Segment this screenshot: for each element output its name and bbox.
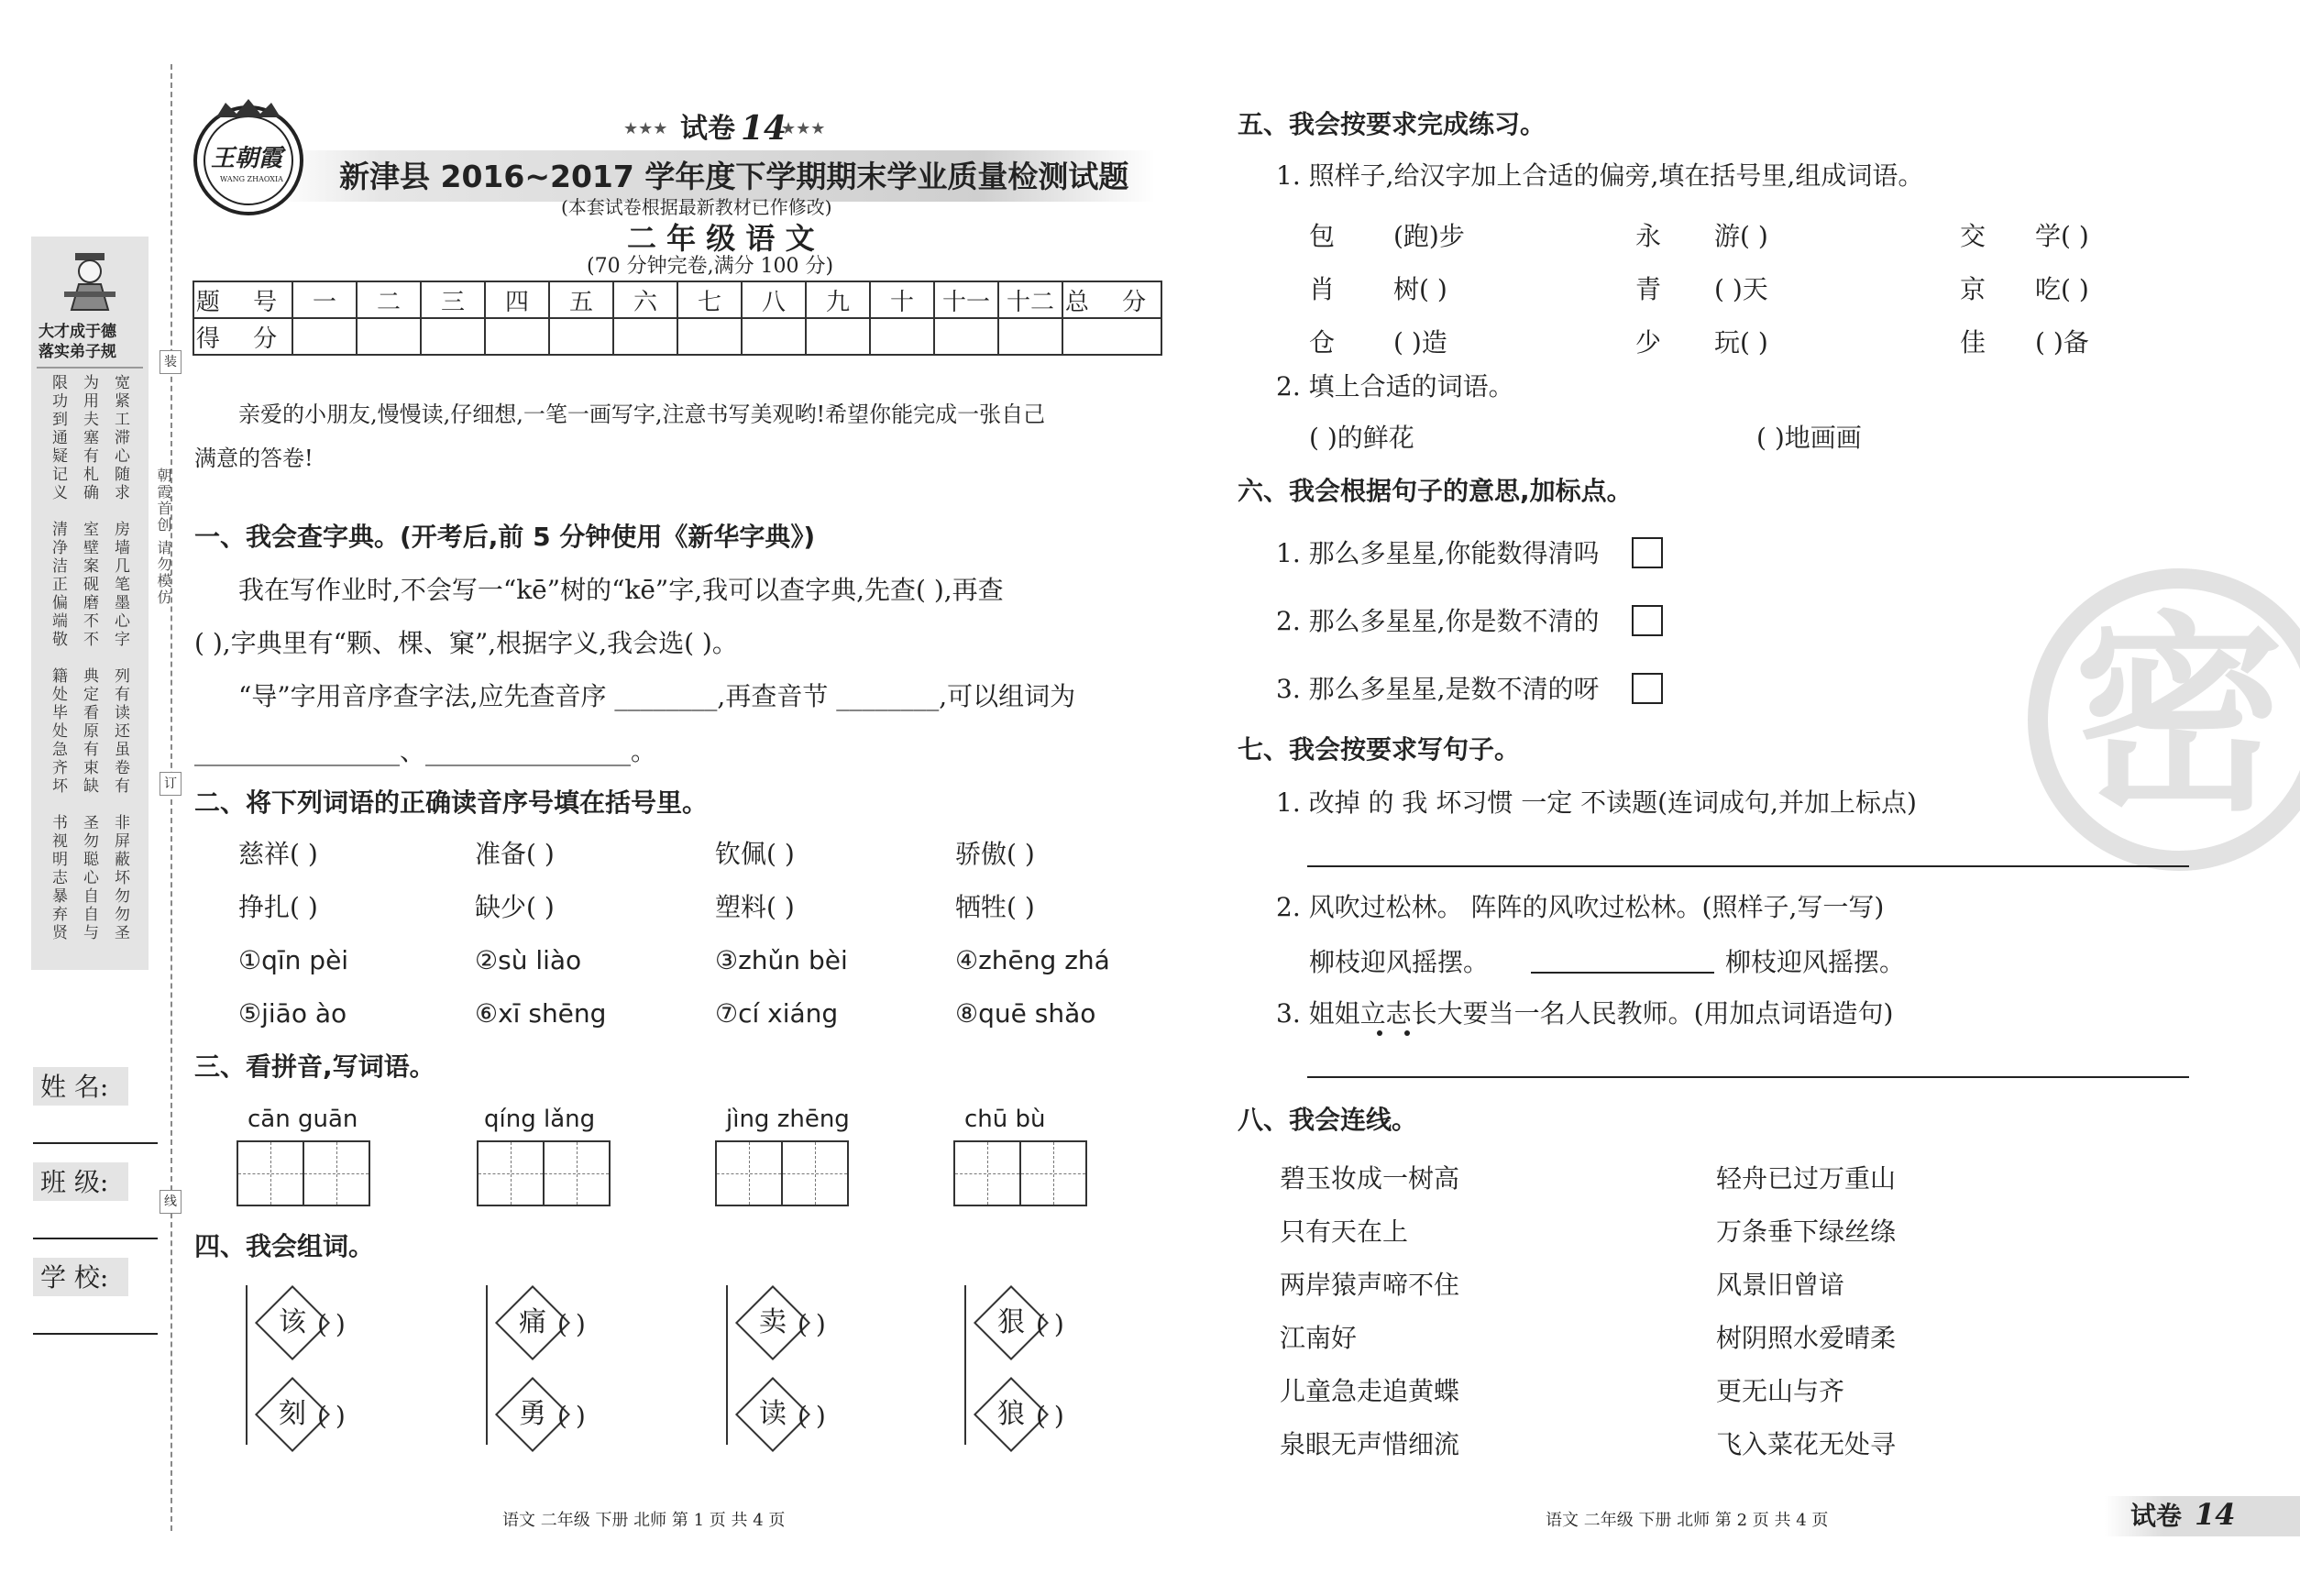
score-cell[interactable] (870, 318, 934, 355)
q2-word-3[interactable]: 钦佩( ) (715, 839, 795, 869)
grid-guide-v (987, 1142, 988, 1205)
q5-grid-item[interactable]: ( )备 (2035, 327, 2089, 358)
q5-title: 五、我会按要求完成练习。 (1238, 109, 1546, 139)
q4-answer-blank[interactable]: ( ) (798, 1309, 826, 1339)
q2-title: 二、将下列词语的正确读音序号填在括号里。 (194, 787, 709, 818)
paper-stars-left: ★★★ (623, 119, 668, 138)
q8-right-item[interactable]: 万条垂下绿丝绦 (1716, 1216, 1897, 1247)
q1-line-3: “导”字用音序查字法,应先查音序 ________,再查音节 ________,可以组词为 (238, 681, 1076, 711)
score-header-cell: 九 (806, 281, 870, 318)
class-label: 班 级: (40, 1167, 109, 1197)
sidebar-rule-column: 列有读还虽卷有 (111, 667, 129, 796)
score-header-cell: 八 (742, 281, 806, 318)
q5-grid-item: 仓 (1309, 327, 1336, 358)
score-header-cell: 三 (421, 281, 485, 318)
q2-option-7: ⑦cí xiáng (715, 998, 839, 1029)
q4-answer-blank[interactable]: ( ) (798, 1401, 826, 1431)
score-header-cell: 题 号 (193, 281, 292, 318)
writing-grid-cell[interactable] (543, 1140, 611, 1206)
writing-grid-cell[interactable] (303, 1140, 370, 1206)
q4-answer-blank[interactable]: ( ) (557, 1401, 586, 1431)
q8-right-item[interactable]: 轻舟已过万重山 (1716, 1163, 1897, 1194)
grid-guide-v (577, 1142, 578, 1205)
q7-item-1: 1. 改掉 的 我 坏习惯 一定 不读题(连词成句,并加上标点) (1276, 787, 1917, 818)
sidebar-rule-column: 宽紧工滞心随求 (111, 374, 129, 502)
class-input-line[interactable] (33, 1238, 158, 1239)
q5-grid-item[interactable]: 游( ) (1714, 221, 1768, 251)
q7-item-2c: 柳枝迎风摇摆。 (1725, 947, 1906, 977)
q6-title: 六、我会根据句子的意思,加标点。 (1238, 476, 1633, 506)
q4-char: 刻 (279, 1398, 306, 1430)
score-row-label: 得 分 (193, 318, 292, 355)
q1-line-2: ( ),字典里有“颗、棵、窠”,根据字义,我会选( )。 (194, 628, 738, 658)
sidebar-rule-column: 典定看原有束缺 (80, 667, 98, 796)
corner-number: 14 (2195, 1497, 2236, 1532)
q4-title: 四、我会组词。 (194, 1231, 375, 1261)
score-table (193, 281, 1162, 356)
q1-line-4: ________________、________________。 (194, 736, 657, 766)
q4-group-bracket (964, 1285, 966, 1445)
q5-grid-item[interactable]: 树( ) (1393, 274, 1447, 304)
sidebar-rule-column: 籍处毕处急齐坏 (49, 667, 67, 796)
school-input-line[interactable] (33, 1333, 158, 1335)
sidebar-rule-column: 房墙几笔墨心字 (111, 521, 129, 649)
score-cell[interactable] (549, 318, 613, 355)
q2-option-8: ⑧quē shǎo (955, 998, 1096, 1029)
q5-grid-item: 青 (1635, 274, 1662, 304)
logo-text: 王朝霞 (211, 145, 283, 172)
score-cell[interactable] (485, 318, 549, 355)
scholar-illustration (62, 251, 117, 315)
q8-left-item[interactable]: 江南好 (1280, 1323, 1358, 1353)
q2-option-2: ②sù liào (475, 945, 582, 975)
q3-pinyin-3: jìng zhēng (726, 1106, 850, 1133)
q2-word-2[interactable]: 准备( ) (475, 839, 555, 869)
corner-tag: 试卷 (2130, 1501, 2183, 1531)
q5-grid-item: 佳 (1960, 327, 1986, 358)
score-cell[interactable] (742, 318, 806, 355)
writing-grid-cell[interactable] (953, 1140, 1021, 1206)
score-cell[interactable] (357, 318, 421, 355)
q5-grid-item: 交 (1960, 221, 1986, 251)
score-cell[interactable] (806, 318, 870, 355)
q5-grid-item[interactable]: ( )造 (1393, 327, 1447, 358)
score-header-cell: 十一 (934, 281, 998, 318)
grid-guide-v (270, 1142, 271, 1205)
q4-char: 读 (759, 1398, 787, 1430)
sidebar-rule-column: 圣勿聪心自自与 (80, 814, 98, 942)
score-table-header-row (193, 281, 1161, 318)
writing-grid-cell[interactable] (477, 1140, 545, 1206)
q2-word-1[interactable]: 慈祥( ) (238, 839, 318, 869)
score-header-cell: 七 (677, 281, 742, 318)
score-cell[interactable] (677, 318, 742, 355)
q5-grid-item: 包 (1309, 221, 1336, 251)
q6-item-1: 1. 那么多星星,你能数得清吗 (1276, 538, 1600, 568)
intro-line-1: 亲爱的小朋友,慢慢读,仔细想,一笔一画写字,注意书写美观哟!希望你能完成一张自己 (238, 402, 1046, 427)
sidebar-rule-column: 为用夫塞有札确 (80, 374, 98, 502)
q2-option-1: ①qīn pèi (238, 945, 349, 975)
q4-char: 卖 (759, 1306, 787, 1338)
q6-punct-box-1[interactable] (1632, 537, 1663, 568)
q2-option-6: ⑥xī shēng (475, 998, 607, 1029)
sidebar-rule-column: 清净洁正偏端敬 (49, 521, 67, 649)
name-label: 姓 名: (40, 1072, 109, 1102)
q6-punct-box-2[interactable] (1632, 605, 1663, 636)
q7-item-2: 2. 风吹过松林。 阵阵的风吹过松林。(照样子,写一写) (1276, 892, 1885, 922)
watermark-char: 密 (2074, 592, 2285, 840)
sidebar-panel (31, 237, 149, 970)
score-header-cell: 十 (870, 281, 934, 318)
q2-word-5[interactable]: 挣扎( ) (238, 892, 318, 922)
sidebar-rule-column: 非屏蔽坏勿勿圣 (111, 814, 129, 942)
q6-item-2: 2. 那么多星星,你是数不清的 (1276, 606, 1600, 636)
writing-grid-cell[interactable] (715, 1140, 783, 1206)
q2-option-4: ④zhēng zhá (955, 945, 1110, 975)
sidebar-rule-column: 书视明志暴弃贤 (49, 814, 67, 942)
grid-guide-v (1053, 1142, 1054, 1205)
publisher-logo (189, 99, 308, 218)
score-header-cell: 一 (292, 281, 357, 318)
q4-char: 狠 (997, 1306, 1025, 1338)
q5-grid-item[interactable]: ( )天 (1714, 274, 1768, 304)
sidebar-rule-column: 限功到通疑记义 (49, 374, 67, 502)
q2-word-8[interactable]: 牺牲( ) (955, 892, 1035, 922)
sidebar-rule-column: 室壁案砚磨不不 (80, 521, 98, 649)
q5-sub2: 2. 填上合适的词语。 (1276, 371, 1514, 402)
score-cell[interactable] (934, 318, 998, 355)
q5-fill-1[interactable]: ( )的鲜花 (1309, 423, 1414, 453)
grid-guide-v (511, 1142, 512, 1205)
writing-grid-cell[interactable] (1019, 1140, 1087, 1206)
school-label: 学 校: (40, 1262, 109, 1293)
score-cell[interactable] (421, 318, 485, 355)
exam-title: 新津县 2016~2017 学年度下学期期末学业质量检测试题 (339, 159, 1129, 194)
q3-pinyin-1: cān guān (248, 1106, 358, 1133)
q4-answer-blank[interactable]: ( ) (317, 1309, 346, 1339)
logo-subtext: WANG ZHAOXIA (220, 175, 283, 183)
writing-grid-cell[interactable] (237, 1140, 304, 1206)
q5-grid-item[interactable]: (跑)步 (1393, 221, 1465, 251)
q4-answer-blank[interactable]: ( ) (1036, 1309, 1064, 1339)
q7-title: 七、我会按要求写句子。 (1238, 734, 1521, 765)
q5-fill-2[interactable]: ( )地画画 (1756, 423, 1862, 453)
q4-group-bracket (246, 1285, 248, 1445)
q1-title: 一、我会查字典。(开考后,前 5 分钟使用《新华字典》) (194, 522, 816, 552)
exam-subject: 二 年 级 语 文 (627, 221, 815, 256)
q2-option-3: ③zhǔn bèi (715, 945, 848, 975)
brand-vertical-text: 朝霞首创 请勿模仿 (155, 468, 172, 607)
score-cell[interactable] (292, 318, 357, 355)
q5-grid-item[interactable]: 学( ) (2035, 221, 2089, 251)
q8-right-item[interactable]: 更无山与齐 (1716, 1376, 1845, 1406)
q8-left-item[interactable]: 碧玉妆成一树高 (1280, 1163, 1460, 1194)
score-cell[interactable] (1062, 318, 1161, 355)
q8-left-item[interactable]: 只有天在上 (1280, 1216, 1409, 1247)
footer-left: 语文 二年级 下册 北师 第 1 页 共 4 页 (502, 1511, 786, 1530)
q8-left-item[interactable]: 两岸猿声啼不住 (1280, 1270, 1460, 1300)
q4-answer-blank[interactable]: ( ) (557, 1309, 586, 1339)
q2-word-7[interactable]: 塑料( ) (715, 892, 795, 922)
q4-group-bracket (726, 1285, 728, 1445)
q8-right-item[interactable]: 风景旧曾谙 (1716, 1270, 1845, 1300)
emphasis-dot-1 (1377, 1030, 1382, 1036)
q5-grid-item: 少 (1635, 327, 1662, 358)
q5-grid-item: 京 (1960, 274, 1986, 304)
exam-note: (本套试卷根据最新教材已作修改) (561, 196, 832, 218)
q7-answer-line-1[interactable] (1307, 865, 2189, 867)
q7-answer-line-3[interactable] (1307, 1076, 2189, 1078)
sidebar-motto-divider (37, 367, 143, 369)
emphasis-dot-2 (1404, 1030, 1410, 1036)
q2-word-6[interactable]: 缺少( ) (475, 892, 555, 922)
binding-dashed-line (171, 64, 172, 1531)
footer-right: 语文 二年级 下册 北师 第 2 页 共 4 页 (1546, 1511, 1829, 1530)
score-header-cell: 二 (357, 281, 421, 318)
score-header-cell: 四 (485, 281, 549, 318)
q4-char: 痛 (519, 1306, 546, 1338)
q6-item-3: 3. 那么多星星,是数不清的呀 (1276, 674, 1600, 704)
q8-title: 八、我会连线。 (1238, 1105, 1418, 1135)
grid-guide-v (749, 1142, 750, 1205)
q8-left-item[interactable]: 儿童急走追黄蝶 (1280, 1376, 1460, 1406)
score-header-cell: 总 分 (1062, 281, 1161, 318)
q8-left-item[interactable]: 泉眼无声惜细流 (1280, 1429, 1460, 1459)
score-header-cell: 五 (549, 281, 613, 318)
score-header-cell: 六 (613, 281, 677, 318)
q3-pinyin-2: qíng lǎng (484, 1106, 596, 1133)
q6-punct-box-3[interactable] (1632, 673, 1663, 704)
grid-guide-v (815, 1142, 816, 1205)
paper-stars-right: ★★★ (781, 119, 826, 138)
q8-right-item[interactable]: 树阴照水爱晴柔 (1716, 1323, 1897, 1353)
q3-pinyin-4: chū bù (964, 1106, 1046, 1133)
sidebar-motto-2: 落实弟子规 (39, 343, 116, 361)
q4-char: 狼 (997, 1398, 1025, 1430)
q3-title: 三、看拼音,写词语。 (194, 1051, 435, 1082)
q5-grid-item[interactable]: 玩( ) (1714, 327, 1768, 358)
score-table-score-row (193, 318, 1161, 355)
q8-right-item[interactable]: 飞入菜花无处寻 (1716, 1429, 1897, 1459)
q5-sub1: 1. 照样子,给汉字加上合适的偏旁,填在括号里,组成词语。 (1276, 160, 1924, 191)
cut-mark-3: 线 (160, 1190, 182, 1214)
grid-guide-v (336, 1142, 337, 1205)
q4-char: 勇 (519, 1398, 546, 1430)
intro-line-2: 满意的答卷! (194, 446, 314, 471)
q2-option-5: ⑤jiāo ào (238, 998, 347, 1029)
sidebar-rules (42, 374, 143, 961)
paper-tag: 试卷 (680, 113, 735, 145)
name-input-line[interactable] (33, 1142, 158, 1144)
q4-group-bracket (486, 1285, 488, 1445)
sidebar-motto-1: 大才成于德 (39, 323, 116, 341)
q4-answer-blank[interactable]: ( ) (1036, 1401, 1064, 1431)
paper-number: 14 (741, 109, 787, 148)
q7-answer-line-2[interactable] (1531, 972, 1714, 974)
q1-line-1: 我在写作业时,不会写一“kē”树的“kē”字,我可以查字典,先查( ),再查 (238, 575, 1004, 605)
score-cell[interactable] (998, 318, 1062, 355)
exam-time-info: (70 分钟完卷,满分 100 分) (587, 255, 834, 278)
writing-grid-cell[interactable] (781, 1140, 849, 1206)
q7-item-3: 3. 姐姐立志长大要当一名人民教师。(用加点词语造句) (1276, 998, 1894, 1029)
cut-mark-2: 订 (160, 772, 182, 796)
cut-mark-1: 装 (160, 350, 182, 374)
q5-grid-item[interactable]: 吃( ) (2035, 274, 2089, 304)
q5-grid-item: 永 (1635, 221, 1662, 251)
q4-char: 该 (279, 1306, 306, 1338)
q2-word-4[interactable]: 骄傲( ) (955, 839, 1035, 869)
score-header-cell: 十二 (998, 281, 1062, 318)
score-cell[interactable] (613, 318, 677, 355)
q5-grid-item: 肖 (1309, 274, 1336, 304)
q4-answer-blank[interactable]: ( ) (317, 1401, 346, 1431)
q7-item-2b: 柳枝迎风摇摆。 (1309, 947, 1490, 977)
